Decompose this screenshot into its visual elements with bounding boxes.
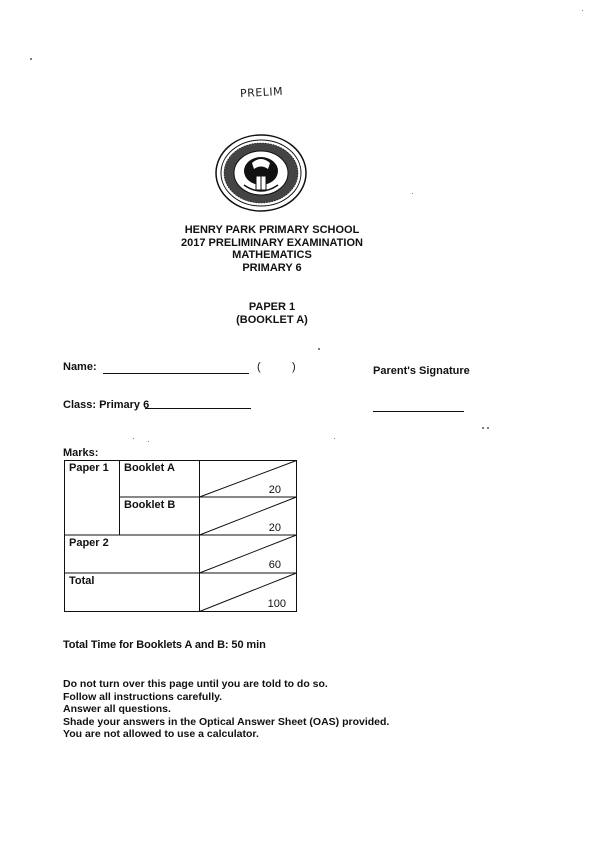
instruction-item: Shade your answers in the Optical Answer Sheet (OAS) provided. (63, 715, 390, 728)
scan-speck (482, 427, 484, 429)
parent-signature-label: Parent's Signature (373, 365, 470, 377)
scan-speck (133, 438, 134, 439)
paper-heading (130, 301, 414, 326)
school-crest-logo (214, 133, 308, 213)
subject: MATHEMATICS (232, 249, 312, 261)
instruction-item: You are not allowed to use a calculator. (63, 728, 259, 740)
booklet-title: (BOOKLET A) (236, 313, 308, 326)
instruction-item: Do not turn over this page until you are told to do so. (63, 678, 328, 690)
paper-title: PAPER 1 (248, 301, 296, 313)
name-field-line[interactable] (103, 373, 249, 374)
handwritten-prelim-note: PRELIM (239, 84, 284, 101)
max-marks-total: 100 (267, 598, 286, 610)
class-label: Class: Primary 6 (63, 399, 150, 411)
index-paren-close: ) (292, 361, 296, 373)
scan-speck (412, 193, 413, 194)
max-marks-paper2: 60 (268, 559, 281, 571)
marks-table (62, 458, 300, 616)
marks-row-paper1: Paper 1 (69, 462, 109, 474)
time-note: Total Time for Booklets A and B: 50 min (63, 639, 266, 651)
scan-speck (334, 438, 335, 439)
marks-row-booklet-a: Booklet A (124, 462, 175, 474)
max-marks-booklet-a: 20 (268, 484, 281, 496)
parent-signature-line[interactable] (373, 411, 464, 412)
scan-speck (30, 58, 32, 60)
marks-row-total: Total (69, 575, 95, 587)
class-field-line[interactable] (145, 408, 251, 409)
exam-title: 2017 PRELIMINARY EXAMINATION (181, 236, 363, 249)
marks-row-paper2: Paper 2 (69, 537, 109, 549)
max-marks-booklet-b: 20 (268, 522, 281, 534)
name-label: Name: (63, 361, 97, 373)
level: PRIMARY 6 (242, 261, 302, 274)
index-paren-open: ( (257, 361, 261, 373)
scan-speck (148, 441, 149, 442)
scan-speck (487, 427, 489, 429)
instruction-item: Answer all questions. (63, 703, 171, 715)
index-number-field[interactable] (264, 373, 286, 374)
instructions-list (63, 678, 483, 741)
school-name: HENRY PARK PRIMARY SCHOOL (184, 224, 360, 236)
instruction-item: Follow all instructions carefully. (63, 690, 223, 703)
scan-speck (318, 348, 320, 350)
scan-speck (582, 10, 583, 11)
marks-label: Marks: (63, 447, 99, 459)
exam-header (130, 224, 414, 274)
marks-row-booklet-b: Booklet B (124, 499, 176, 511)
